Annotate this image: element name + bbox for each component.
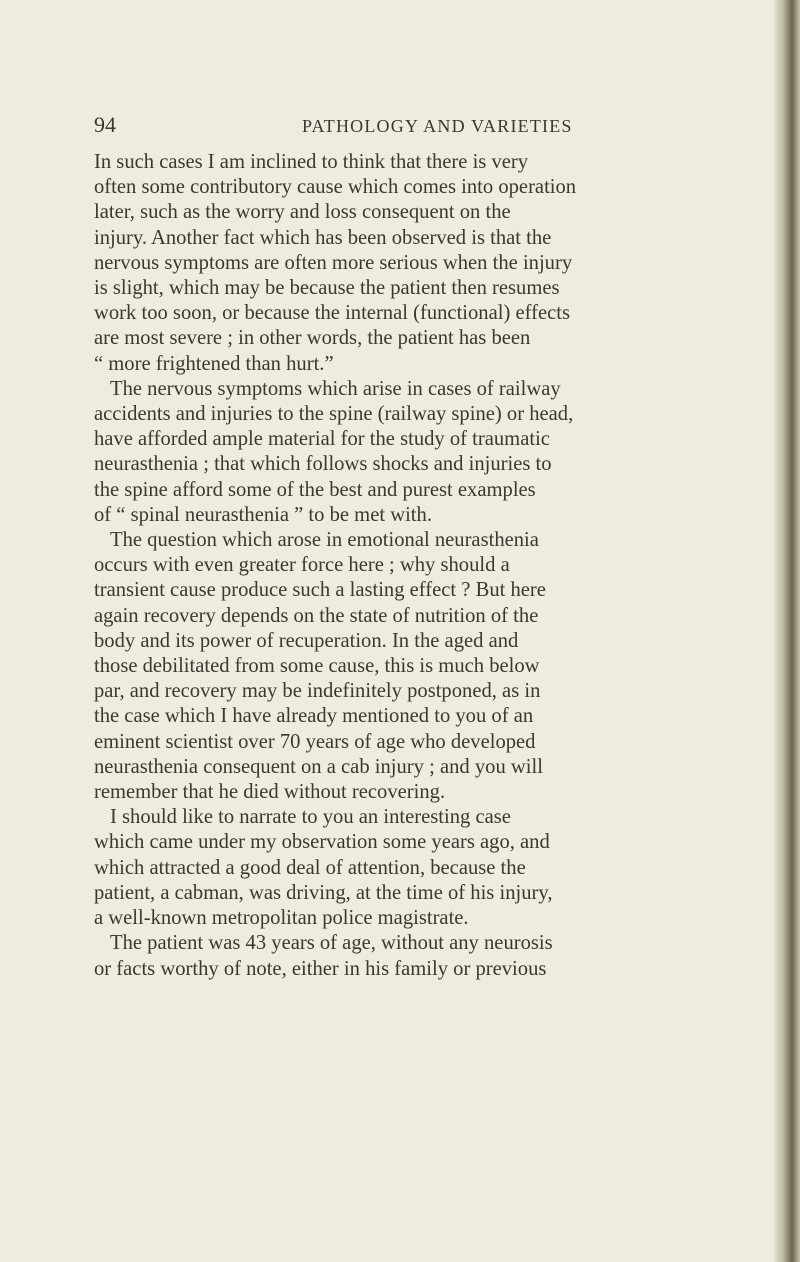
text-line: remember that he died without recovering. (94, 781, 446, 804)
text-line: occurs with even greater force here ; why should a (94, 554, 510, 577)
text-line: “ more frightened than hurt.” (94, 352, 334, 375)
text-line: often some contributory cause which comes into operation (94, 176, 577, 199)
text-line: par, and recovery may be indefinitely postponed, as in (94, 680, 541, 703)
text-line: transient cause produce such a lasting effect ? But here (94, 579, 546, 602)
text-line: injury. Another fact which has been observed is that the (94, 226, 552, 249)
text-line: In such cases I am inclined to think that there is very (94, 151, 529, 173)
paragraph-5 (94, 931, 744, 981)
text-line: those debilitated from some cause, this is much below (94, 655, 540, 678)
text-line: again recovery depends on the state of nutrition of the (94, 604, 539, 627)
paragraph-3 (94, 528, 744, 805)
text-line: work too soon, or because the internal (functional) effects (94, 302, 570, 325)
text-line: neurasthenia ; that which follows shocks and injuries to (94, 453, 552, 476)
paragraph-4 (94, 805, 744, 931)
page-number: 94 (94, 112, 116, 137)
text-line: is slight, which may be because the patient then resumes (94, 277, 560, 300)
text-line: of “ spinal neurasthenia ” to be met with. (94, 503, 432, 526)
text-line: or facts worthy of note, either in his family or previous (94, 957, 547, 980)
text-line: The question which arose in emotional neurasthenia (110, 529, 539, 552)
running-head: PATHOLOGY AND VARIETIES (302, 116, 573, 136)
text-line: neurasthenia consequent on a cab injury ; and you will (94, 755, 543, 778)
paragraph-2 (94, 377, 744, 528)
text-line: a well-known metropolitan police magistrate. (94, 907, 469, 930)
text-line: body and its power of recuperation. In the aged and (94, 629, 519, 652)
text-line: which came under my observation some years ago, and (94, 831, 550, 854)
page-header (94, 111, 744, 139)
text-line: The nervous symptoms which arise in cases of railway (110, 377, 561, 400)
text-line: accidents and injuries to the spine (railway spine) or head, (94, 403, 574, 426)
text-line: I should like to narrate to you an interesting case (110, 806, 511, 829)
text-line: patient, a cabman, was driving, at the time of his injury, (94, 881, 553, 904)
text-line: the case which I have already mentioned to you of an (94, 705, 534, 728)
paragraph-1 (94, 150, 744, 377)
text-line: later, such as the worry and loss consequent on the (94, 201, 511, 224)
text-line: have afforded ample material for the study of traumatic (94, 428, 550, 451)
text-line: are most severe ; in other words, the patient has been (94, 327, 531, 350)
page-edge-shadow (774, 0, 800, 1262)
text-line: The patient was 43 years of age, without any neurosis (110, 932, 553, 955)
text-line: nervous symptoms are often more serious when the injury (94, 251, 573, 274)
text-line: eminent scientist over 70 years of age who developed (94, 730, 536, 753)
text-line: the spine afford some of the best and purest examples (94, 478, 536, 501)
body-text (94, 150, 744, 982)
text-line: which attracted a good deal of attention, because the (94, 856, 526, 879)
